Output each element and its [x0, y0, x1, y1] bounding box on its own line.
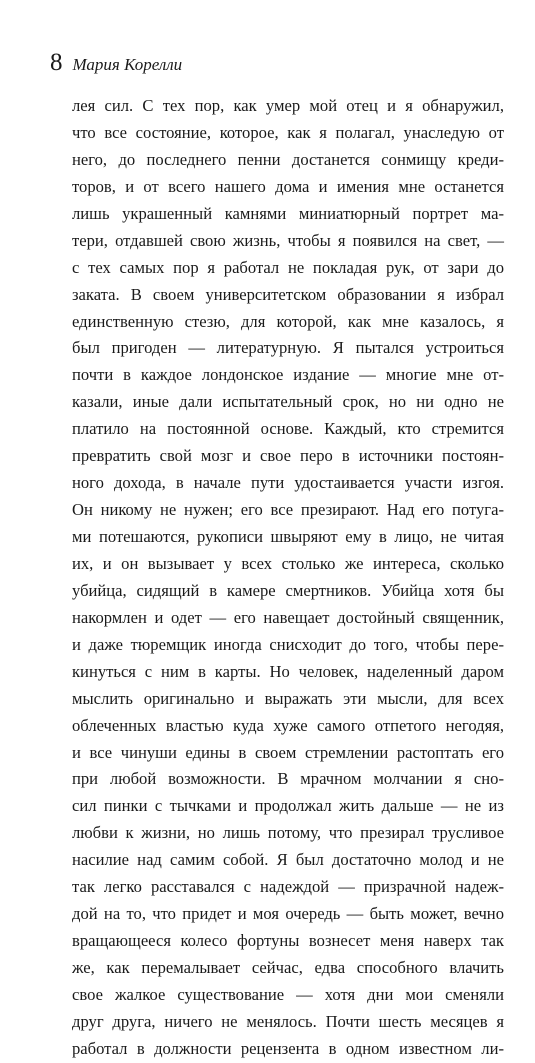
text-line: свое жалкое существование — хотя дни мои сменяли — [72, 984, 504, 1004]
text-line: почти в каждое лондонское издание — многие мне от- — [72, 365, 504, 385]
text-line: и даже тюремщик иногда снисходит до того, чтобы пере- — [72, 634, 504, 654]
text-line: облеченных властью куда хуже самого отпетого негодяя, — [72, 715, 504, 735]
text-line: Он никому не нужен; его все презирают. Над его потуга- — [72, 500, 504, 520]
text-line: друг друга, ничего не менялось. Почти шесть месяцев я — [72, 1011, 504, 1031]
text-line: дой на то, что придет и моя очередь — быть может, вечно — [72, 904, 504, 924]
text-line: любви к жизни, но лишь потому, что презирал трусливое — [72, 823, 504, 843]
text-line: торов, и от всего нашего дома и имения мне останется — [72, 176, 504, 196]
text-line: с тех самых пор я работал не покладая рук, от зари до — [72, 257, 504, 277]
text-line: кинуться с ним в карты. Но человек, наделенный даром — [72, 661, 504, 681]
text-line: казали, иные дали испытательный срок, но ни одно не — [72, 392, 504, 412]
text-line: заката. В своем университетском образовании я избрал — [72, 284, 504, 304]
text-line: же, как перемалывает сейчас, едва способного влачить — [72, 958, 504, 977]
text-line: убийца, сидящий в камере смертников. Убийца хотя бы — [72, 580, 504, 600]
text-line: был пригоден — литературную. Я пытался устроиться — [72, 338, 504, 358]
text-line: насилие над самим собой. Я был достаточно молод и не — [72, 850, 504, 870]
text-line: что все состояние, которое, как я полагал, унаследую от — [72, 122, 504, 142]
text-line: ми потешаются, рукописи швыряют ему в лицо, не читая — [72, 527, 504, 546]
page-number: 8 — [50, 49, 63, 76]
text-line: него, до последнего пенни достанется сонмищу креди- — [72, 149, 504, 169]
text-line: и все чинуши едины в своем стремлении растоптать его — [72, 742, 504, 762]
body-text — [72, 93, 504, 1063]
text-line: накормлен и одет — его навещает достойный священник, — [72, 607, 504, 627]
text-line: единственную стезю, для которой, как мне казалось, я — [72, 311, 504, 331]
text-line: сил пинки с тычками и продолжал жить дальше — не из — [72, 796, 504, 816]
text-line: вращающееся колесо фортуны вознесет меня наверх так — [72, 931, 504, 951]
text-line: лея сил. С тех пор, как умер мой отец и я обнаружил, — [72, 96, 504, 115]
text-line: платило на постоянной основе. Каждый, кто стремится — [72, 419, 504, 439]
text-line: ного дохода, в начале пути удостаивается участи изгоя. — [72, 473, 504, 493]
text-line: так легко расставался с надеждой — призрачной надеж- — [72, 877, 504, 897]
text-line: работал в должности рецензента в одном известном ли- — [72, 1038, 504, 1058]
running-head — [50, 48, 182, 78]
text-line: их, и он вызывает у всех столько же интереса, сколько — [72, 553, 504, 573]
text-line: мыслить оригинально и выражать эти мысли, для всех — [72, 688, 504, 708]
text-line: при любой возможности. В мрачном молчании я сно- — [72, 769, 504, 789]
text-line: тери, отдавшей свою жизнь, чтобы я появился на свет, — — [72, 230, 504, 250]
text-line: лишь украшенный камнями миниатюрный портрет ма- — [72, 203, 504, 223]
text-line: превратить свой мозг и свое перо в источники постоян- — [72, 446, 504, 466]
running-title-author: Мария Корелли — [72, 55, 183, 74]
